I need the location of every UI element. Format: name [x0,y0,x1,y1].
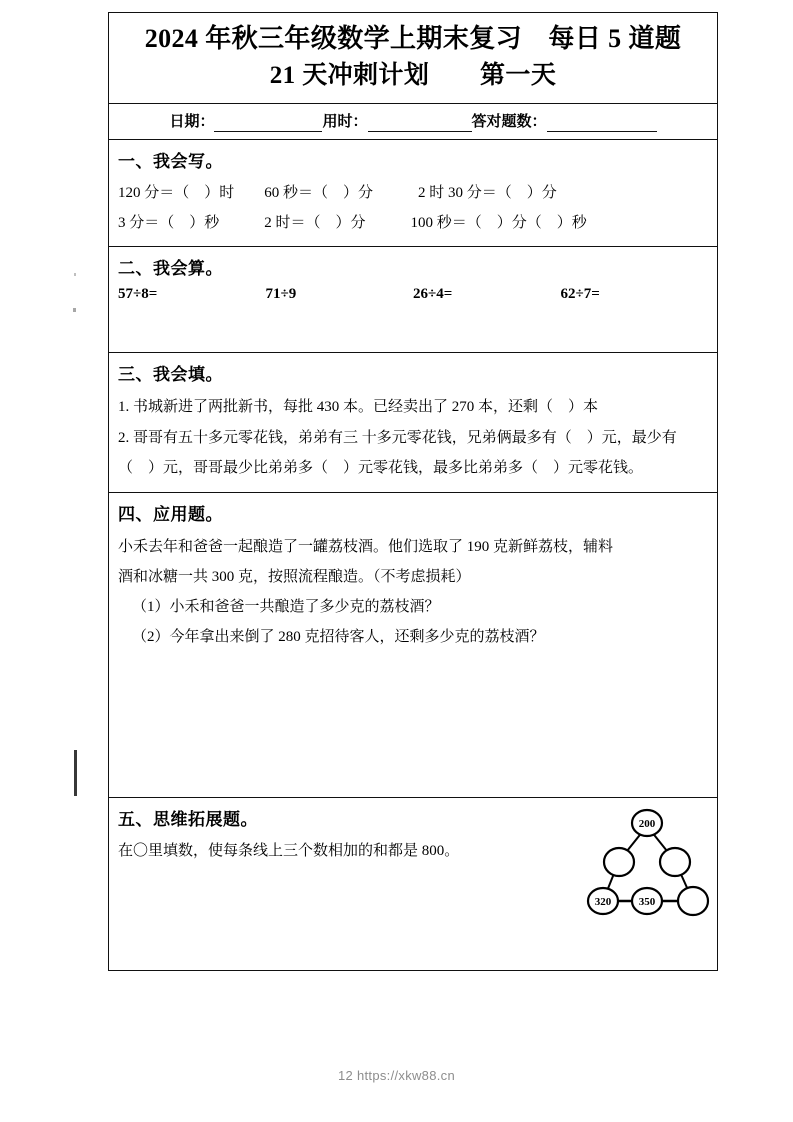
puzzle-node-left-middle[interactable] [604,848,634,876]
scan-speck [74,273,76,276]
section-two-heading: 二、我会算。 [118,258,223,278]
section-two-problem-row [118,286,708,303]
scan-speck [73,308,76,312]
section-one-line-2: 3 分＝（ ）秒 2 时＝（ ）分 100 秒＝（ ）分（ ）秒 [118,214,587,231]
section-one-line-1: 120 分＝（ ）时 60 秒＝（ ）分 2 时 30 分＝（ ）分 [118,185,557,202]
title-block [109,13,717,104]
section-four [109,493,717,798]
worksheet-title-line-2: 21 天冲刺计划 第一天 [269,61,557,89]
section-five-prompt: 在〇里填数，使每条线上三个数相加的和都是 800。 [118,843,460,860]
word-problem-body-line-1: 小禾去年和爸爸一起酿造了一罐荔枝酒。他们选取了 190 克新鲜荔枝，辅料 [118,539,614,556]
calc-problem-1: 57÷8= [118,285,158,302]
puzzle-node-bottom-left-label: 320 [594,896,612,909]
calc-problem-4: 62÷7= [560,285,600,302]
fill-blank-item-1: 1. 书城新进了两批新书，每批 430 本。已经卖出了 270 本，还剩（ ）本 [118,398,599,415]
correct-count-label: 答对题数： [471,114,547,131]
time-used-input-blank[interactable] [368,116,472,132]
date-input-blank[interactable] [214,116,322,132]
calc-problem-3: 26÷4= [413,285,453,302]
puzzle-node-bottom-right[interactable] [678,887,708,915]
section-five [109,798,717,970]
section-two [109,247,717,353]
correct-count-input-blank[interactable] [547,116,657,132]
section-five-heading: 五、思维拓展题。 [118,810,258,830]
section-one [109,140,717,247]
fill-blank-item-2: 2. 哥哥有五十多元零花钱，弟弟有三 十多元零花钱，兄弟俩最多有（ ）元，最少有 [118,429,677,446]
word-problem-question-2: （2）今年拿出来倒了 280 克招待客人，还剩多少克的荔枝酒？ [132,629,545,646]
time-used-label: 用时： [322,114,368,131]
section-one-heading: 一、我会写。 [118,152,223,172]
date-label: 日期： [169,114,215,131]
scan-margin-mark [74,750,77,796]
word-problem-body-line-2: 酒和冰糖一共 300 克，按照流程酿造。（不考虑损耗） [118,569,471,586]
puzzle-node-top-label: 200 [638,818,656,831]
section-three-heading: 三、我会填。 [118,364,223,384]
puzzle-node-right-middle[interactable] [660,848,690,876]
worksheet-title-line-1: 2024 年秋三年级数学上期末复习 每日 5 道题 [144,24,682,53]
fill-blank-item-2-continued: （ ）元，哥哥最少比弟弟多（ ）元零花钱，最多比弟弟多（ ）元零花钱。 [118,460,644,477]
puzzle-node-bottom-middle-label: 350 [638,896,656,909]
section-three [109,353,717,493]
triangle-magic-sum-puzzle-diagram [583,804,713,926]
section-four-heading: 四、应用题。 [118,505,223,525]
calc-problem-2: 71÷9 [265,285,297,302]
page-footer-watermark: 12 https://xkw88.cn [338,1068,455,1083]
worksheet-table [108,12,718,971]
header-fields-row [109,104,717,140]
word-problem-question-1: （1）小禾和爸爸一共酿造了多少克的荔枝酒？ [132,599,440,616]
